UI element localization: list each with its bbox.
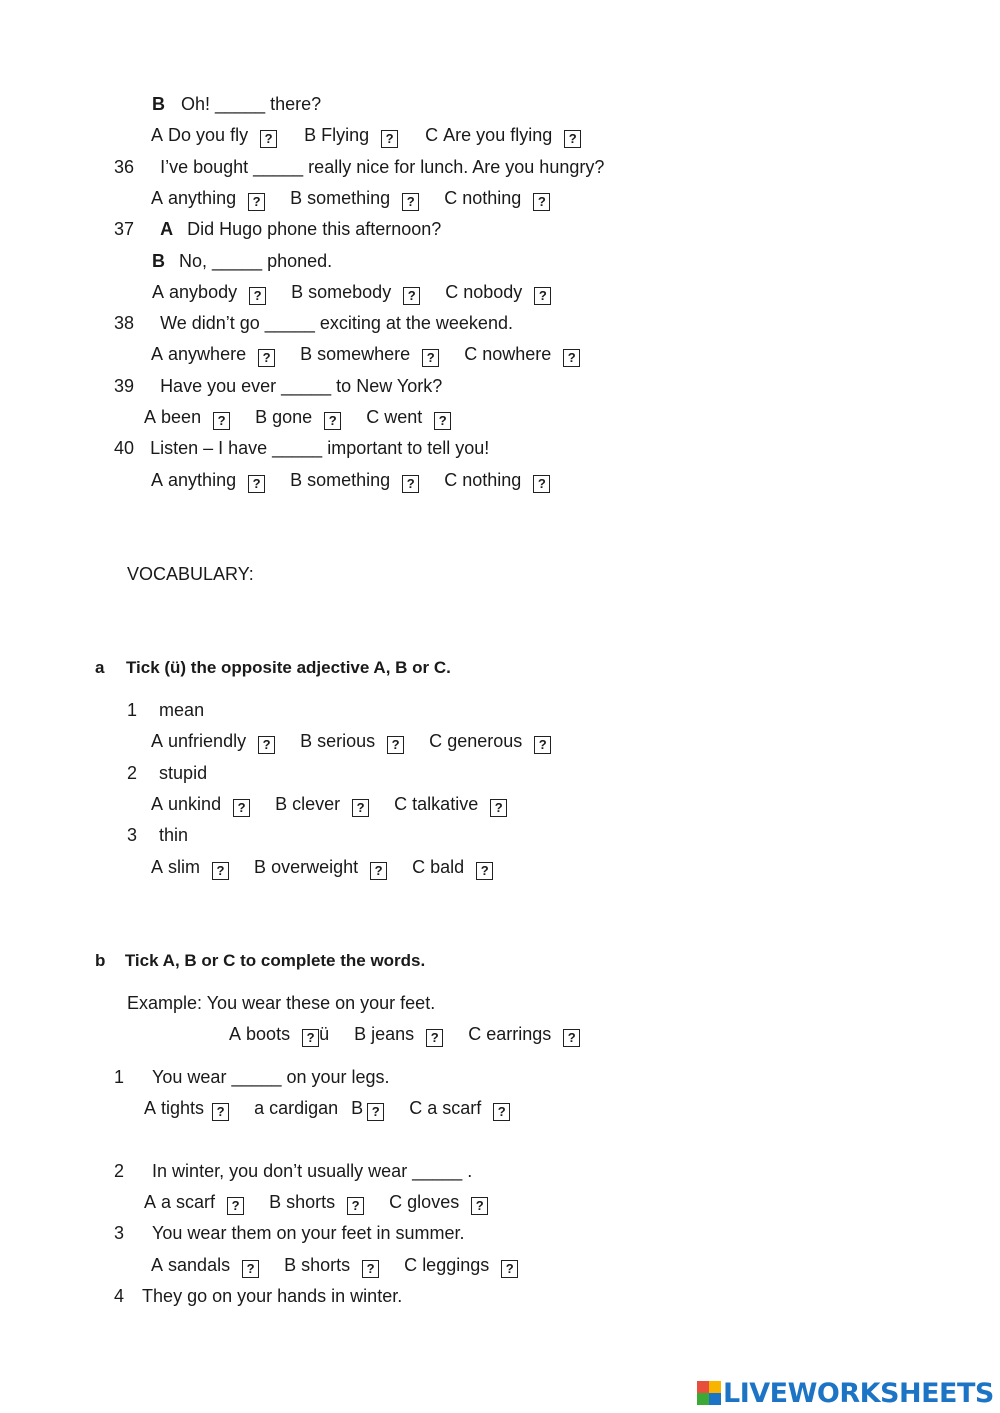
answer-checkbox[interactable]: ? bbox=[434, 412, 451, 430]
section-a-heading bbox=[95, 657, 451, 679]
option-letter: B bbox=[255, 407, 268, 427]
option-text: been bbox=[161, 407, 202, 427]
answer-checkbox[interactable]: ? bbox=[534, 287, 551, 305]
option-letter: B bbox=[300, 344, 313, 364]
q37-options bbox=[152, 281, 551, 305]
question-number: 4 bbox=[114, 1286, 125, 1306]
speaker-label: A bbox=[160, 219, 174, 239]
q35-prompt bbox=[152, 93, 321, 115]
answer-checkbox[interactable]: ? bbox=[260, 130, 277, 148]
answer-checkbox[interactable]: ? bbox=[564, 130, 581, 148]
option-text: nobody bbox=[463, 282, 523, 302]
clothes-question-3-options bbox=[151, 1254, 518, 1278]
option-text: a scarf bbox=[427, 1098, 482, 1118]
option-text: something bbox=[307, 188, 391, 208]
answer-checkbox[interactable]: ? bbox=[471, 1197, 488, 1215]
answer-checkbox[interactable]: ? bbox=[563, 1029, 580, 1047]
adjective-item-2-options bbox=[151, 793, 507, 817]
adjective-item-2 bbox=[127, 762, 207, 784]
item-number: 2 bbox=[127, 763, 138, 783]
option-text: somebody bbox=[308, 282, 392, 302]
answer-checkbox[interactable]: ? bbox=[242, 1260, 259, 1278]
tick-mark: ü bbox=[319, 1024, 330, 1044]
option-text: unkind bbox=[168, 794, 222, 814]
question-number: 1 bbox=[114, 1067, 125, 1087]
liveworksheets-logo[interactable] bbox=[697, 1376, 994, 1410]
answer-checkbox[interactable]: ? bbox=[249, 287, 266, 305]
q36-question bbox=[114, 156, 604, 178]
option-text: sandals bbox=[168, 1255, 231, 1275]
answer-checkbox[interactable]: ? bbox=[347, 1197, 364, 1215]
answer-checkbox[interactable]: ? bbox=[370, 862, 387, 880]
answer-checkbox[interactable]: ? bbox=[248, 193, 265, 211]
question-number: 38 bbox=[114, 313, 135, 333]
section-b-heading bbox=[95, 950, 425, 972]
option-text: gloves bbox=[407, 1192, 460, 1212]
option-letter: A bbox=[151, 1255, 164, 1275]
option-letter: B bbox=[254, 857, 267, 877]
example-text: Example: You wear these on your feet. bbox=[127, 993, 436, 1013]
clothes-question-2 bbox=[114, 1160, 472, 1182]
option-letter: B bbox=[351, 1098, 364, 1118]
item-number: 1 bbox=[127, 700, 138, 720]
option-text: talkative bbox=[412, 794, 479, 814]
question-number: 37 bbox=[114, 219, 135, 239]
option-text: bald bbox=[430, 857, 465, 877]
item-word: stupid bbox=[159, 763, 208, 783]
option-letter: C bbox=[445, 282, 459, 302]
question-text: In winter, you don’t usually wear _____ . bbox=[152, 1161, 473, 1181]
option-letter: C bbox=[394, 794, 408, 814]
option-letter: C bbox=[412, 857, 426, 877]
question-text: No, _____ phoned. bbox=[179, 251, 333, 271]
option-text: jeans bbox=[371, 1024, 415, 1044]
option-letter: C bbox=[366, 407, 380, 427]
option-letter: C bbox=[468, 1024, 482, 1044]
answer-checkbox[interactable]: ? bbox=[302, 1029, 319, 1047]
clothes-question-2-options bbox=[144, 1191, 488, 1215]
speaker-label: B bbox=[152, 251, 165, 271]
q37-question bbox=[114, 218, 441, 240]
answer-checkbox[interactable]: ? bbox=[490, 799, 507, 817]
option-text: nowhere bbox=[482, 344, 552, 364]
item-number: 3 bbox=[127, 825, 138, 845]
option-letter: A bbox=[144, 1192, 157, 1212]
option-text: Do you fly bbox=[168, 125, 249, 145]
question-text: They go on your hands in winter. bbox=[142, 1286, 403, 1306]
answer-checkbox[interactable]: ? bbox=[258, 349, 275, 367]
q39-question bbox=[114, 375, 442, 397]
adjective-item-1-options bbox=[151, 730, 551, 754]
option-text: serious bbox=[317, 731, 376, 751]
option-letter: B bbox=[290, 188, 303, 208]
question-number: 40 bbox=[114, 438, 135, 458]
logo-text: LIVEWORKSHEETS bbox=[723, 1377, 994, 1409]
q38-question bbox=[114, 312, 513, 334]
option-text: anything bbox=[168, 470, 237, 490]
option-text: anywhere bbox=[168, 344, 247, 364]
adjective-item-1 bbox=[127, 699, 204, 721]
section-letter: b bbox=[95, 951, 106, 970]
answer-checkbox[interactable]: ? bbox=[501, 1260, 518, 1278]
example-options bbox=[229, 1023, 580, 1047]
clothes-question-3 bbox=[114, 1222, 465, 1244]
answer-checkbox[interactable]: ? bbox=[352, 799, 369, 817]
option-letter: A bbox=[144, 1098, 157, 1118]
option-letter: B bbox=[269, 1192, 282, 1212]
answer-checkbox[interactable]: ? bbox=[212, 862, 229, 880]
option-letter: B bbox=[354, 1024, 367, 1044]
section-letter: a bbox=[95, 658, 105, 677]
answer-checkbox[interactable]: ? bbox=[403, 287, 420, 305]
answer-checkbox[interactable]: ? bbox=[402, 193, 419, 211]
option-letter: B bbox=[275, 794, 288, 814]
adjective-item-3-options bbox=[151, 856, 493, 880]
option-text: shorts bbox=[286, 1192, 336, 1212]
q39-options bbox=[144, 406, 451, 430]
answer-checkbox[interactable]: ? bbox=[248, 475, 265, 493]
question-text: You wear _____ on your legs. bbox=[152, 1067, 390, 1087]
question-text: Did Hugo phone this afternoon? bbox=[187, 219, 442, 239]
option-text: anything bbox=[168, 188, 237, 208]
logo-mark-tile bbox=[709, 1381, 721, 1393]
option-text: unfriendly bbox=[168, 731, 247, 751]
option-letter: C bbox=[404, 1255, 418, 1275]
option-letter: C bbox=[425, 125, 439, 145]
q37-response bbox=[152, 250, 332, 272]
question-text: You wear them on your feet in summer. bbox=[152, 1223, 465, 1243]
answer-checkbox[interactable]: ? bbox=[493, 1103, 510, 1121]
answer-checkbox[interactable]: ? bbox=[212, 1103, 229, 1121]
option-letter: B bbox=[300, 731, 313, 751]
option-letter: B bbox=[284, 1255, 297, 1275]
option-text: boots bbox=[246, 1024, 291, 1044]
clothes-question-4 bbox=[114, 1285, 402, 1307]
option-text: Flying bbox=[321, 125, 370, 145]
question-text: I’ve bought _____ really nice for lunch. Are you hungry? bbox=[160, 157, 605, 177]
option-text: Are you flying bbox=[443, 125, 553, 145]
answer-checkbox[interactable]: ? bbox=[381, 130, 398, 148]
option-letter: C bbox=[429, 731, 443, 751]
option-text: gone bbox=[272, 407, 313, 427]
option-letter: C bbox=[464, 344, 478, 364]
question-text: Listen – I have _____ important to tell you! bbox=[150, 438, 490, 458]
option-text: overweight bbox=[271, 857, 359, 877]
answer-checkbox[interactable]: ? bbox=[402, 475, 419, 493]
answer-checkbox[interactable]: ? bbox=[534, 736, 551, 754]
question-number: 39 bbox=[114, 376, 135, 396]
option-letter: A bbox=[151, 794, 164, 814]
option-letter: A bbox=[151, 857, 164, 877]
question-number: 36 bbox=[114, 157, 135, 177]
option-text: nothing bbox=[462, 470, 522, 490]
q40-question bbox=[114, 437, 489, 459]
option-letter: A bbox=[151, 344, 164, 364]
answer-checkbox[interactable]: ? bbox=[233, 799, 250, 817]
option-text: clever bbox=[292, 794, 341, 814]
answer-checkbox[interactable]: ? bbox=[213, 412, 230, 430]
answer-checkbox[interactable]: ? bbox=[367, 1103, 384, 1121]
vocabulary-title: VOCABULARY: bbox=[127, 564, 254, 584]
answer-checkbox[interactable]: ? bbox=[533, 193, 550, 211]
option-text: a scarf bbox=[161, 1192, 216, 1212]
clothes-question-1 bbox=[114, 1066, 390, 1088]
question-text: Have you ever _____ to New York? bbox=[160, 376, 443, 396]
option-letter: C bbox=[409, 1098, 423, 1118]
answer-checkbox[interactable]: ? bbox=[362, 1260, 379, 1278]
option-text: tights bbox=[161, 1098, 205, 1118]
option-text: a cardigan bbox=[254, 1098, 339, 1118]
option-letter: A bbox=[152, 282, 165, 302]
q40-options bbox=[151, 469, 550, 493]
option-letter: B bbox=[304, 125, 317, 145]
option-text: something bbox=[307, 470, 391, 490]
answer-checkbox[interactable]: ? bbox=[533, 475, 550, 493]
option-text: earrings bbox=[486, 1024, 552, 1044]
option-letter: A bbox=[151, 470, 164, 490]
option-text: went bbox=[384, 407, 423, 427]
q36-options bbox=[151, 187, 550, 211]
logo-mark-tile bbox=[697, 1393, 709, 1405]
option-letter: A bbox=[144, 407, 157, 427]
option-letter: A bbox=[151, 188, 164, 208]
logo-mark-tile bbox=[709, 1393, 721, 1405]
option-letter: B bbox=[291, 282, 304, 302]
option-letter: A bbox=[229, 1024, 242, 1044]
q38-options bbox=[151, 343, 580, 367]
option-text: anybody bbox=[169, 282, 238, 302]
section-instruction: Tick A, B or C to complete the words. bbox=[124, 951, 426, 970]
answer-checkbox[interactable]: ? bbox=[227, 1197, 244, 1215]
clothes-question-1-options bbox=[144, 1097, 510, 1121]
answer-checkbox[interactable]: ? bbox=[422, 349, 439, 367]
logo-mark-tile bbox=[697, 1381, 709, 1393]
answer-checkbox[interactable]: ? bbox=[324, 412, 341, 430]
answer-checkbox[interactable]: ? bbox=[426, 1029, 443, 1047]
answer-checkbox[interactable]: ? bbox=[476, 862, 493, 880]
option-letter: A bbox=[151, 731, 164, 751]
logo-mark-icon bbox=[697, 1381, 721, 1405]
option-letter: C bbox=[444, 470, 458, 490]
answer-checkbox[interactable]: ? bbox=[563, 349, 580, 367]
option-letter: A bbox=[151, 125, 164, 145]
option-letter: C bbox=[444, 188, 458, 208]
item-word: thin bbox=[159, 825, 189, 845]
adjective-item-3 bbox=[127, 824, 188, 846]
option-text: somewhere bbox=[317, 344, 411, 364]
question-text: We didn’t go _____ exciting at the weekend. bbox=[160, 313, 513, 333]
question-number: 3 bbox=[114, 1223, 125, 1243]
option-text: leggings bbox=[422, 1255, 490, 1275]
item-word: mean bbox=[159, 700, 205, 720]
option-letter: B bbox=[290, 470, 303, 490]
q35-options bbox=[151, 124, 581, 148]
option-text: nothing bbox=[462, 188, 522, 208]
answer-checkbox[interactable]: ? bbox=[258, 736, 275, 754]
answer-checkbox[interactable]: ? bbox=[387, 736, 404, 754]
section-instruction: Tick (ü) the opposite adjective A, B or C. bbox=[125, 658, 451, 677]
option-letter: C bbox=[389, 1192, 403, 1212]
option-text: shorts bbox=[301, 1255, 351, 1275]
option-text: slim bbox=[168, 857, 201, 877]
question-text: Oh! _____ there? bbox=[181, 94, 322, 114]
question-number: 2 bbox=[114, 1161, 125, 1181]
speaker-label: B bbox=[152, 94, 165, 114]
option-text: generous bbox=[447, 731, 523, 751]
